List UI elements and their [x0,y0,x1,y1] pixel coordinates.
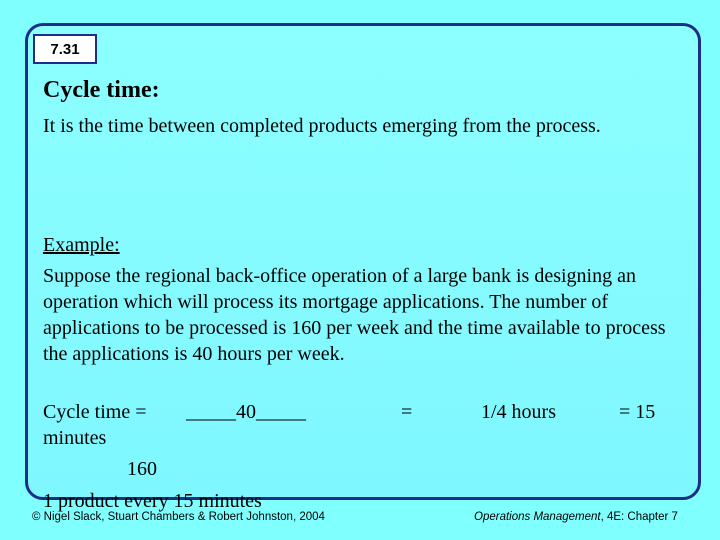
footer-book [474,511,678,523]
formula-lhs: Cycle time = [43,401,147,423]
formula-equals: = [401,401,413,423]
slide-number: 7.31 [50,40,80,58]
definition-text: It is the time between completed products emerging from the process. [43,115,601,137]
footer-copyright: © Nigel Slack, Stuart Chambers & Robert Johnston, 2004 [32,511,325,523]
footer-book-suffix: , 4E: Chapter 7 [600,511,678,523]
formula-denominator: 160 [127,458,157,480]
example-text: Suppose the regional back-office operation of a large bank is designing an operation which will process its mortgage applications. The number of applications to be processed is 160 per week and the time available to process the applications is 40 hours per week. [43,265,666,365]
footer-book-title: Operations Management [474,511,601,523]
formula-unit: minutes [43,427,107,449]
formula-result: = 15 [619,401,656,423]
example-label: Example: [43,234,120,256]
slide-title: Cycle time: [43,77,160,103]
conclusion-text: 1 product every 15 minutes [43,490,262,512]
slide-number-box [33,34,97,64]
formula-fraction: 1/4 hours [481,401,556,423]
formula-numerator: _____40_____ [186,401,306,423]
